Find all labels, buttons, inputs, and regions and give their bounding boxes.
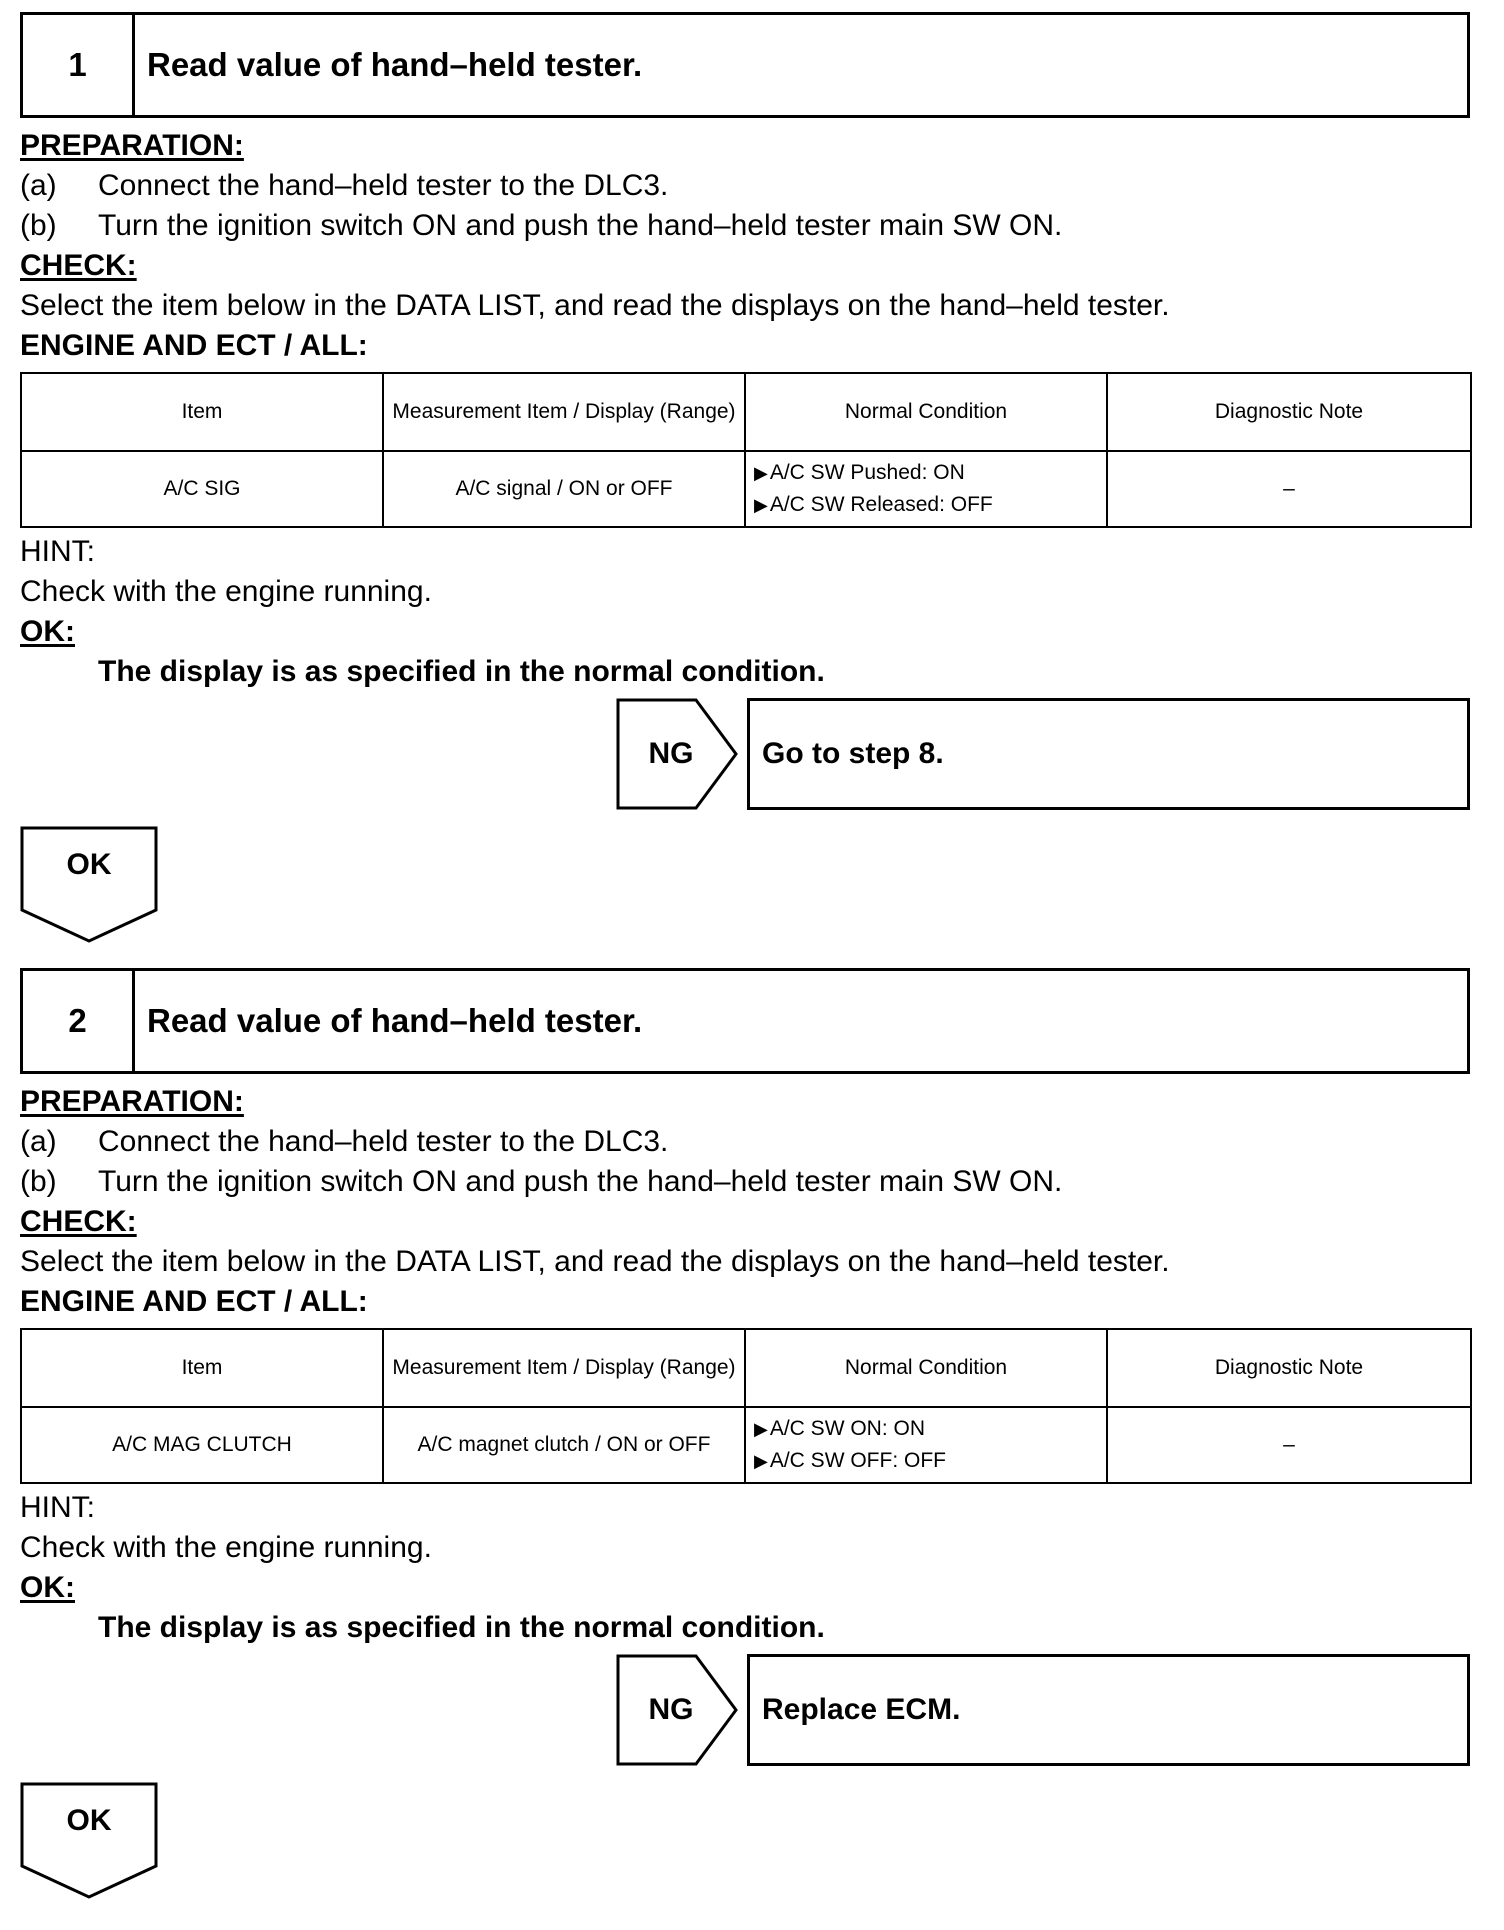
col-header-item: Item xyxy=(21,1329,383,1407)
ok-label: OK xyxy=(66,848,112,881)
ok-heading: OK: xyxy=(20,1571,75,1604)
ng-label: NG xyxy=(648,1693,694,1726)
prep-item-text: Connect the hand–held tester to the DLC3. xyxy=(98,169,669,202)
col-header-normal-condition: Normal Condition xyxy=(745,373,1107,451)
hint-text: Check with the engine running. xyxy=(20,575,432,608)
ok-text: The display is as specified in the normal condition. xyxy=(98,1611,825,1644)
step-number: 1 xyxy=(23,15,135,115)
prep-item xyxy=(20,1122,1470,1162)
data-list-table xyxy=(20,372,1472,528)
prep-item-text: Turn the ignition switch ON and push the hand–held tester main SW ON. xyxy=(98,1165,1063,1198)
triangle-bullet-icon: ▶ xyxy=(754,463,768,483)
data-list-table xyxy=(20,1328,1472,1484)
cell-diagnostic-note: – xyxy=(1107,451,1471,527)
ok-branch xyxy=(20,826,1470,944)
ng-label: NG xyxy=(648,737,694,770)
hint-label: HINT: xyxy=(20,535,95,568)
hint-label: HINT: xyxy=(20,1491,95,1524)
triangle-bullet-icon: ▶ xyxy=(754,495,768,515)
step-title: Read value of hand–held tester. xyxy=(147,46,643,83)
normal-condition-line: A/C SW Pushed: ON xyxy=(769,461,965,484)
check-heading: CHECK: xyxy=(20,1205,137,1238)
table-row xyxy=(21,1407,1471,1483)
prep-item xyxy=(20,1162,1470,1202)
preparation-heading: PREPARATION: xyxy=(20,129,244,162)
ng-branch xyxy=(20,1654,1470,1766)
table-header-row xyxy=(21,373,1471,451)
prep-item-text: Turn the ignition switch ON and push the hand–held tester main SW ON. xyxy=(98,209,1063,242)
prep-item-label: (b) xyxy=(20,209,57,242)
cell-diagnostic-note: – xyxy=(1107,1407,1471,1483)
cell-normal-condition xyxy=(745,451,1107,527)
triangle-bullet-icon: ▶ xyxy=(754,1419,768,1439)
normal-condition-line: A/C SW OFF: OFF xyxy=(769,1449,946,1472)
col-header-item: Item xyxy=(21,373,383,451)
cell-normal-condition xyxy=(745,1407,1107,1483)
cell-item: A/C MAG CLUTCH xyxy=(21,1407,383,1483)
step-2 xyxy=(20,968,1470,1900)
prep-item-label: (a) xyxy=(20,1125,57,1158)
prep-item-text: Connect the hand–held tester to the DLC3. xyxy=(98,1125,669,1158)
step-header xyxy=(20,12,1470,118)
normal-condition-line: A/C SW Released: OFF xyxy=(769,493,993,516)
table-heading: ENGINE AND ECT / ALL: xyxy=(20,329,368,362)
table-row xyxy=(21,451,1471,527)
hint-text: Check with the engine running. xyxy=(20,1531,432,1564)
ng-branch xyxy=(20,698,1470,810)
ok-heading: OK: xyxy=(20,615,75,648)
prep-item xyxy=(20,166,1470,206)
col-header-measurement: Measurement Item / Display (Range) xyxy=(383,1329,745,1407)
step-1 xyxy=(20,12,1470,944)
prep-item-label: (a) xyxy=(20,169,57,202)
ok-text: The display is as specified in the normal condition. xyxy=(98,655,825,688)
normal-condition-line: A/C SW ON: ON xyxy=(769,1417,926,1440)
check-text: Select the item below in the DATA LIST, and read the displays on the hand–held tester. xyxy=(20,289,1170,322)
prep-item xyxy=(20,206,1470,246)
table-header-row xyxy=(21,1329,1471,1407)
ng-action-box: Replace ECM. xyxy=(747,1654,1470,1766)
check-heading: CHECK: xyxy=(20,249,137,282)
col-header-diagnostic-note: Diagnostic Note xyxy=(1107,1329,1471,1407)
step-header xyxy=(20,968,1470,1074)
cell-item: A/C SIG xyxy=(21,451,383,527)
step-title: Read value of hand–held tester. xyxy=(147,1002,643,1039)
check-text: Select the item below in the DATA LIST, and read the displays on the hand–held tester. xyxy=(20,1245,1170,1278)
preparation-heading: PREPARATION: xyxy=(20,1085,244,1118)
ok-label: OK xyxy=(66,1804,112,1837)
triangle-bullet-icon: ▶ xyxy=(754,1451,768,1471)
prep-item-label: (b) xyxy=(20,1165,57,1198)
ng-action-box: Go to step 8. xyxy=(747,698,1470,810)
col-header-measurement: Measurement Item / Display (Range) xyxy=(383,373,745,451)
col-header-normal-condition: Normal Condition xyxy=(745,1329,1107,1407)
col-header-diagnostic-note: Diagnostic Note xyxy=(1107,373,1471,451)
table-heading: ENGINE AND ECT / ALL: xyxy=(20,1285,368,1318)
document-page xyxy=(20,12,1470,1900)
cell-measurement: A/C signal / ON or OFF xyxy=(383,451,745,527)
cell-measurement: A/C magnet clutch / ON or OFF xyxy=(383,1407,745,1483)
ok-branch xyxy=(20,1782,1470,1900)
step-number: 2 xyxy=(23,971,135,1071)
